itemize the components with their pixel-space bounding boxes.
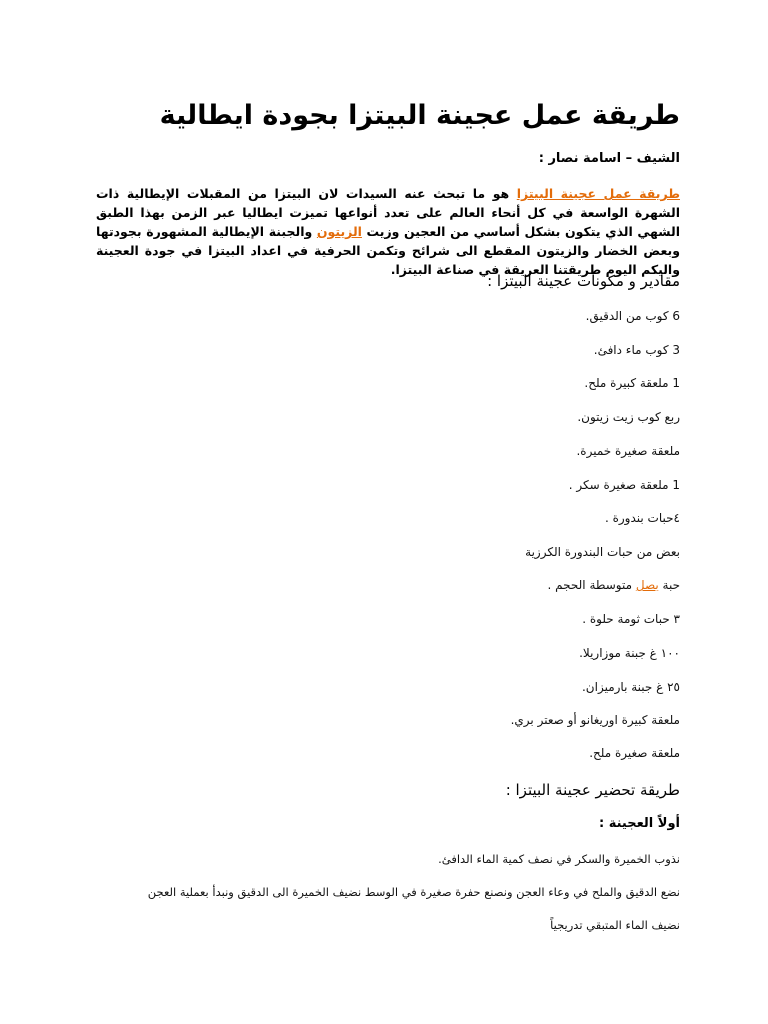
ingredient-item-garlic: ٣ حبات ثومة حلوة . [582,612,680,626]
ingredient-item: ربع كوب زيت زيتون. [577,410,680,424]
ingredient-item: ملعقة صغيرة ملح. [589,746,680,760]
preparation-heading: طريقة تحضير عجينة البيتزا : [505,781,680,799]
prep-step: نذوب الخميرة والسكر في نصف كمية الماء الدافئ. [438,852,680,866]
intro-paragraph [96,184,680,279]
ingredient-item: ملعقة صغيرة خميرة. [576,444,680,458]
prep-step: نضيف الماء المتبقي تدريجياً [550,918,680,932]
onion-text-before: حبة [658,578,680,592]
intro-text-1: هو ما تبحث عنه السيدات لان البيتزا من المقبلات الإيطالية ذات الشهرة الواسعة في كل أنحاء العالم على تعدد أنواعها تميزت ايطاليا عبر الزمن بهذا الطبق الشهي الذي يتكون بشكل أساسي من العجين وزيت [96,186,680,239]
intro-text-2: والجبنة الإيطالية المشهورة بجودتها وبعض الخضار والزيتون المقطع الى شرائح وتكمن الحرفية في اعداد البيتزا في جودة العجينة واليكم اليوم طريقتنا العريقة في صناعة البيتزا. [96,224,680,277]
ingredient-item-onion [548,578,680,592]
onion-text-after: متوسطة الحجم . [547,578,636,592]
ingredient-item: بعض من حبات البندورة الكرزية [525,545,680,559]
ingredient-item: ٢٥ غ جبنة بارميزان. [581,680,680,694]
ingredient-item: 3 كوب ماء دافئ. [593,343,680,357]
dough-subheading: أولاً العجينة : [598,816,680,831]
author-line: الشيف – اسامة نصار : [538,151,680,166]
ingredients-heading: مقادير و مكونات عجينة البيتزا : [487,272,680,290]
ingredient-item: 6 كوب من الدقيق. [585,309,680,323]
ingredient-item: 1 ملعقة كبيرة ملح. [584,376,680,390]
document-page [96,0,680,1024]
page-title: طريقة عمل عجينة البيتزا بجودة ايطالية [159,100,680,131]
prep-step: نضع الدقيق والملح في وعاء العجن ونصنع حفرة صغيرة في الوسط نضيف الخميرة الى الدقيق ونبدأ بعملية العجن [147,885,680,899]
ingredient-item: ملعقة كبيرة اوريغانو أو صعتر بري. [510,713,680,727]
intro-link-olive[interactable]: الزيتون [316,224,362,239]
ingredient-item: 1 ملعقة صغيرة سكر . [568,478,680,492]
ingredient-item: ١٠٠ غ جبنة موزاريلا. [579,646,680,660]
ingredient-item: ٤حبات بندورة . [604,511,680,525]
onion-link[interactable]: بصل [635,578,659,592]
intro-link-pizza-dough[interactable]: طريقة عمل عجينة البيتزا [516,186,680,201]
